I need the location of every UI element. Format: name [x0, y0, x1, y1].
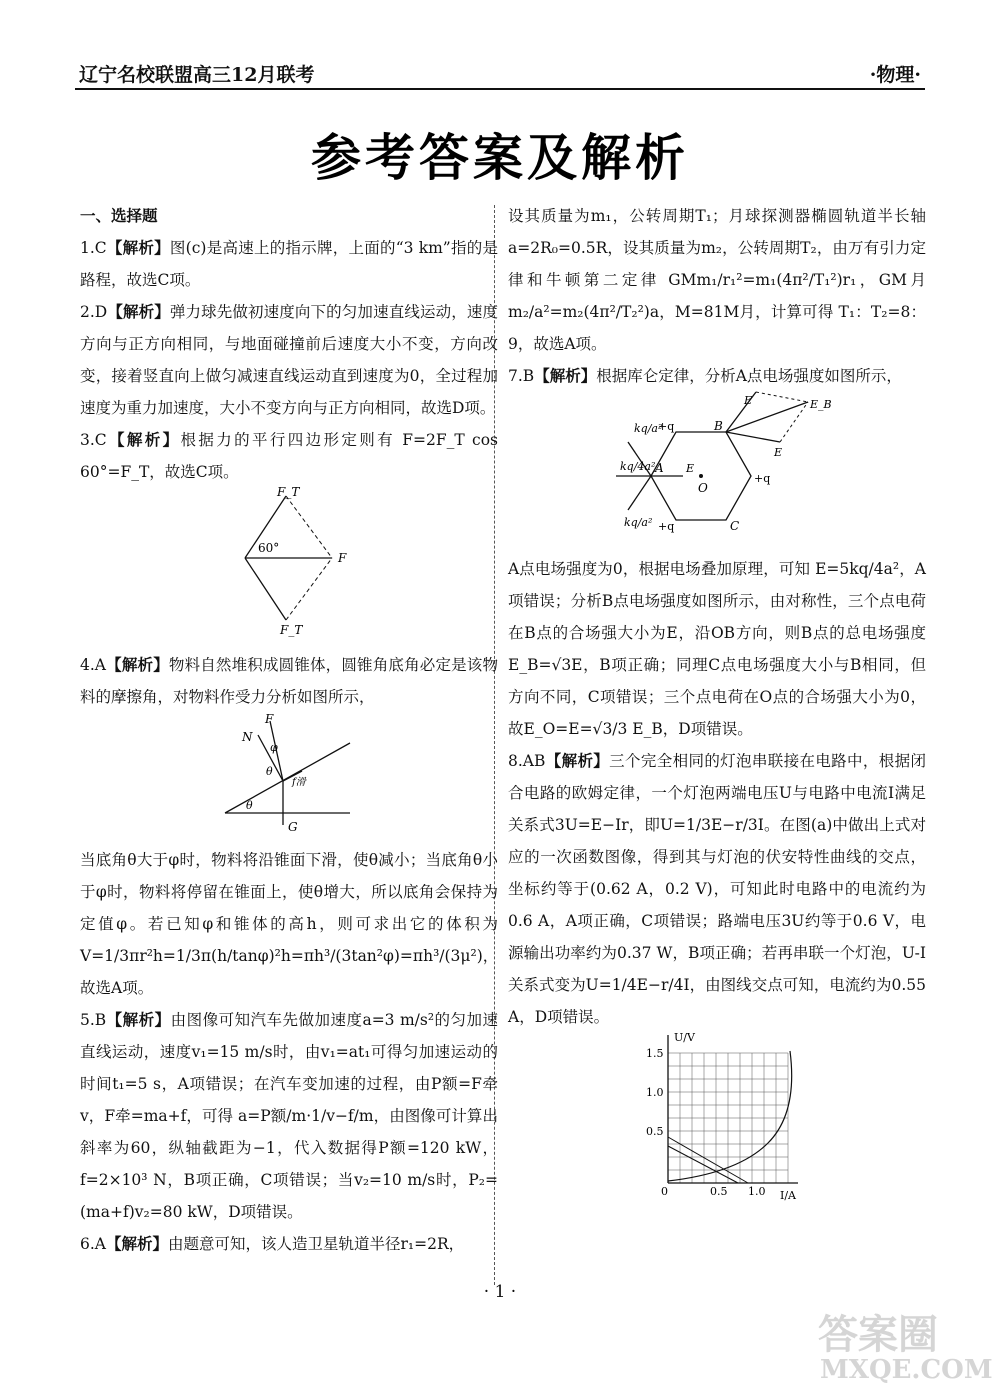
- item-number: 7.B: [508, 367, 535, 385]
- analysis-tag: 【解析】: [106, 1010, 171, 1029]
- charge-label: +q: [658, 520, 675, 533]
- hexagon-field-figure: [508, 392, 926, 542]
- theta-label-upper: θ: [266, 765, 273, 778]
- point-c-label: C: [730, 519, 740, 533]
- analysis-tag: 【解析】: [106, 430, 181, 449]
- field-arrow-e2: [726, 432, 780, 442]
- answer-item-7: [508, 360, 926, 392]
- grid: [668, 1053, 788, 1183]
- answer-item-3: [80, 424, 498, 488]
- phi-label: φ: [270, 741, 278, 754]
- field-arrow-eb: [726, 402, 808, 432]
- ft-lower-arrow: [245, 558, 286, 620]
- item-text: 设其质量为m₁，公转周期T₁；月球探测器椭圆轨道半长轴a=2R₀=0.5R，设其质量为m₂，公转周期T₂，由万有引力定律和牛顿第二定律 GMm₁/r₁²=m₁(4π²/T₁²)r₁，GM月m₂/a²=m₂(4π²/T₂²)a，M=81M月，计算可得 T₁：T₂=8：9，故选A项。: [508, 207, 926, 353]
- y-tick-label: 0.5: [646, 1125, 664, 1138]
- dashed-line: [756, 392, 808, 402]
- item-text: 弹力球先做初速度向下的匀加速直线运动，速度方向与正方向相同，与地面碰撞前后速度大小不变，方向改变，接着竖直向上做匀减速直线运动直到速度为0，全过程加速度为重力加速度，大小不变方向与正方向相同，故选D项。: [80, 303, 498, 417]
- e-label: E: [744, 394, 753, 407]
- item-number: 1.C: [80, 239, 107, 257]
- analysis-tag: 【解析】: [105, 1234, 168, 1253]
- page-title: 参考答案及解析: [311, 129, 689, 187]
- field-arrow-a-bot: [628, 476, 651, 510]
- answer-item-5: [80, 1004, 498, 1228]
- answer-item-1: [80, 232, 498, 296]
- x-tick-label: 1.0: [748, 1185, 766, 1198]
- e-label: E: [774, 446, 783, 459]
- header-exam-name: 辽宁名校联盟高三12月联考: [79, 64, 315, 86]
- answer-item-7-continued: [508, 553, 926, 745]
- analysis-tag: 【解析】: [534, 366, 597, 385]
- cone-force-figure: [80, 713, 498, 833]
- charge-label: +q: [754, 472, 771, 485]
- item-text: 根据库仑定律，分析A点电场强度如图所示，: [596, 367, 902, 385]
- f-label: F: [265, 712, 274, 726]
- header-subject: ·物理·: [869, 64, 921, 86]
- dashed-line: [780, 402, 808, 442]
- field-label: kq/a²: [634, 422, 663, 435]
- point-o-label: O: [698, 481, 708, 495]
- item-text: 三个完全相同的灯泡串联接在电路中，根据闭合电路的欧姆定律，一个灯泡两端电压U与电路中电流I满足关系式3U=E−Ir，即U=1/3E−r/3I。在图(a)中做出上式对应的一次函数图像，得到其与灯泡的伏安特性曲线的交点，坐标约等于(0.62 A，0.2 V)，可知此时电路中的电流约为0.6 A，A项正确，C项错误；路端电压3U约等于0.6 V，电源输出功率约为0.37 W，B项正确；若再串联一个灯泡，U-I关系式变为U=1/4E−r/4I，由图线交点可知，电流约为0.55 A，D项错误。: [508, 752, 926, 1026]
- answer-item-8: [508, 745, 926, 1033]
- item-number: 6.A: [80, 1235, 106, 1253]
- page-number: · 1 ·: [483, 1282, 517, 1302]
- f-label: F: [338, 551, 347, 565]
- x-tick-label: 0: [661, 1185, 668, 1198]
- parallelogram-side: [286, 496, 332, 558]
- watermark-url: MXQE.COM: [820, 1355, 993, 1385]
- item-number: 8.AB: [508, 752, 546, 770]
- e-label: E: [686, 462, 695, 475]
- item-number: 3.C: [80, 431, 107, 449]
- parallelogram-side: [286, 558, 332, 620]
- item-text: 由图像可知汽车先做加速度a=3 m/s²的匀加速直线运动，速度v₁=15 m/s时，由v₁=at₁可得匀加速运动的时间t₁=5 s，A项错误；在汽车变加速的过程，由P额=F牵 v，F牵=ma+f，可得 a=P额/m·1/v−f/m，由图像可计算出斜率为60，纵轴截距为−1，代入数据得P额=120 kW，f=2×10³ N，B项正确，C项错误；当v₂=10 m/s时，P₂=(ma+f)v₂=80 kW，D项错误。: [80, 1011, 498, 1221]
- section-heading: 一、选择题: [80, 206, 158, 225]
- ft-lower-label: F_T: [280, 623, 303, 637]
- item-number: 5.B: [80, 1011, 107, 1029]
- item-number: 2.D: [80, 303, 108, 321]
- item-text: A点电场强度为0，根据电场叠加原理，可知 E=5kq/4a²，A项错误；分析B点电场强度如图所示，由对称性，三个点电荷在B点的合场强大小为E，沿OB方向，则B点的总电场强度E_B=√3E，B项正确；同理C点电场强度大小与B相同，但方向不同，C项错误；三个点电荷在O点的合场强大小为0，故E_O=E=√3/3 E_B，D项错误。: [508, 560, 926, 738]
- item-text: 根据力的平行四边形定则有 F=2F_T cos 60°=F_T，故选C项。: [80, 431, 498, 481]
- n-label: N: [242, 730, 253, 744]
- eb-label: E_B: [810, 398, 832, 411]
- field-label: kq/a²: [624, 516, 653, 529]
- left-column: [80, 200, 498, 1260]
- point-a-label: A: [655, 461, 664, 475]
- item-number: 4.A: [80, 656, 106, 674]
- analysis-tag: 【解析】: [105, 655, 169, 674]
- watermark-logo: [814, 1300, 993, 1385]
- answer-item-2: [80, 296, 498, 424]
- answer-item-4-continued: [80, 844, 498, 1004]
- item-text: 当底角θ大于φ时，物料将沿锥面下滑，使θ减小；当底角θ小于φ时，物料将停留在锥面上，使θ增大，所以底角会保持为定值φ。若已知φ和锥体的高h，则可求出它的体积为 V=1/3πr²h=1/3π(h/tanφ)²h=πh³/(3tan²φ)=πh³/(3μ²)，故选A项。: [80, 851, 499, 997]
- x-tick-label: 0.5: [710, 1185, 728, 1198]
- y-tick-label: 1.5: [646, 1047, 664, 1060]
- analysis-tag: 【解析】: [545, 751, 610, 770]
- friction-label: f滑: [292, 777, 306, 788]
- y-tick-label: 1.0: [646, 1086, 664, 1099]
- center-point: [699, 474, 703, 478]
- watermark-text: 答案圈: [818, 1311, 938, 1358]
- answer-item-4: [80, 649, 498, 713]
- analysis-tag: 【解析】: [107, 302, 170, 321]
- u-i-graph-figure: [508, 1033, 926, 1203]
- theta-label-base: θ: [246, 799, 253, 812]
- answer-item-6: [80, 1228, 498, 1260]
- analysis-tag: 【解析】: [106, 238, 170, 257]
- force-parallelogram-figure: [80, 485, 498, 638]
- angle-label: 60°: [258, 541, 280, 555]
- x-axis-label: I/A: [780, 1189, 796, 1202]
- point-b-label: B: [714, 419, 723, 433]
- item-text: 物料自然堆积成圆锥体，圆锥角底角必定是该物料的摩擦角，对物料作受力分析如图所示，: [80, 656, 498, 706]
- page-header: [75, 58, 925, 90]
- answer-item-6-continued: [508, 200, 926, 360]
- ft-upper-label: F_T: [277, 485, 300, 499]
- item-text: 由题意可知，该人造卫星轨道半径r₁=2R，: [168, 1235, 465, 1253]
- y-axis-label: U/V: [674, 1031, 695, 1044]
- load-line-4: [668, 1146, 738, 1183]
- iv-curve: [668, 1051, 792, 1181]
- charge-label: +q: [658, 420, 675, 433]
- g-label: G: [288, 820, 298, 834]
- field-label: kq/4a²: [620, 460, 656, 473]
- right-column: [508, 200, 926, 1214]
- item-text: 图(c)是高速上的指示牌，上面的“3 km”指的是路程，故选C项。: [80, 239, 498, 289]
